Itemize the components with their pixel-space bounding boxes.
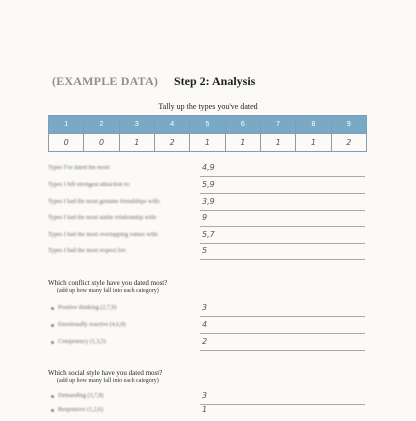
answer-line (200, 176, 365, 177)
type-header: 3 (119, 116, 154, 134)
summary-row (48, 163, 367, 179)
conflict-label: Competency (1,3,5) (58, 339, 106, 345)
type-header: 9 (331, 116, 366, 134)
conflict-answer[interactable]: 2 (202, 337, 208, 346)
conflict-answer[interactable]: 3 (202, 303, 208, 312)
summary-row (48, 180, 367, 196)
social-answer[interactable]: 1 (202, 405, 208, 414)
tally-count[interactable]: 1 (260, 134, 295, 152)
summary-label: Types I had the most overlapping values with: (48, 232, 159, 238)
tally-count-row (49, 134, 367, 152)
conflict-row (48, 337, 367, 353)
type-header: 7 (260, 116, 295, 134)
conflict-row (48, 320, 367, 336)
type-header: 4 (154, 116, 189, 134)
type-header: 2 (84, 116, 119, 134)
conflict-row (48, 303, 367, 319)
summary-row (48, 230, 367, 246)
example-data-label: (EXAMPLE DATA) (52, 74, 159, 88)
summary-label: Types I've dated the most: (48, 165, 111, 171)
bullet-icon (51, 307, 54, 310)
tally-caption: Tally up the types you've dated (158, 102, 258, 111)
type-header: 6 (225, 116, 260, 134)
conflict-question-subtitle: (add up how many fall into each category) (57, 288, 159, 294)
bullet-icon (51, 324, 54, 327)
conflict-question-title: Which conflict style have you dated most? (48, 279, 168, 287)
conflict-label: Emotionally reactive (4,6,8) (58, 322, 126, 328)
social-question-title: Which social style have you dated most? (48, 369, 163, 377)
social-question-subtitle: (add up how many fall into each category) (57, 378, 159, 384)
answer-line (200, 333, 365, 334)
tally-count[interactable]: 1 (119, 134, 154, 152)
summary-label: Types I felt strongest attraction to: (48, 182, 131, 188)
summary-row (48, 213, 367, 229)
tally-count[interactable]: 2 (154, 134, 189, 152)
page-title: Step 2: Analysis (174, 74, 256, 88)
conflict-label: Positive thinking (2,7,9) (58, 305, 117, 311)
conflict-answer[interactable]: 4 (202, 320, 208, 329)
answer-line (200, 259, 365, 260)
bullet-icon (51, 409, 54, 412)
summary-label: Types I had the most genuine friendships with: (48, 199, 161, 205)
tally-count[interactable]: 1 (296, 134, 331, 152)
answer-line (200, 316, 365, 317)
answer-line (200, 243, 365, 244)
summary-answer[interactable]: 4,9 (202, 163, 215, 172)
summary-answer[interactable]: 5,9 (202, 180, 215, 189)
summary-label: Types I had the most respect for: (48, 248, 127, 254)
summary-answer[interactable]: 5,7 (202, 230, 215, 239)
tally-header-row (49, 116, 367, 134)
answer-line (200, 226, 365, 227)
tally-count[interactable]: 0 (84, 134, 119, 152)
bullet-icon (51, 341, 54, 344)
answer-line (200, 210, 365, 211)
social-row (48, 405, 367, 421)
summary-label: Types I had the most stable relationship with: (48, 215, 158, 221)
type-header: 5 (190, 116, 225, 134)
social-label: Responsive (1,2,6) (58, 407, 104, 413)
type-header: 8 (296, 116, 331, 134)
answer-line (200, 350, 365, 351)
answer-line (200, 193, 365, 194)
social-answer[interactable]: 3 (202, 391, 208, 400)
tally-count[interactable]: 2 (331, 134, 366, 152)
summary-row (48, 246, 367, 262)
tally-count[interactable]: 1 (225, 134, 260, 152)
social-label: Demanding (3,7,8) (58, 393, 104, 399)
tally-count[interactable]: 0 (49, 134, 84, 152)
summary-answer[interactable]: 9 (202, 213, 208, 222)
bullet-icon (51, 395, 54, 398)
tally-count[interactable]: 1 (190, 134, 225, 152)
tally-table (48, 115, 367, 152)
summary-answer[interactable]: 3,9 (202, 197, 215, 206)
summary-row (48, 197, 367, 213)
type-header: 1 (49, 116, 84, 134)
summary-answer[interactable]: 5 (202, 246, 208, 255)
